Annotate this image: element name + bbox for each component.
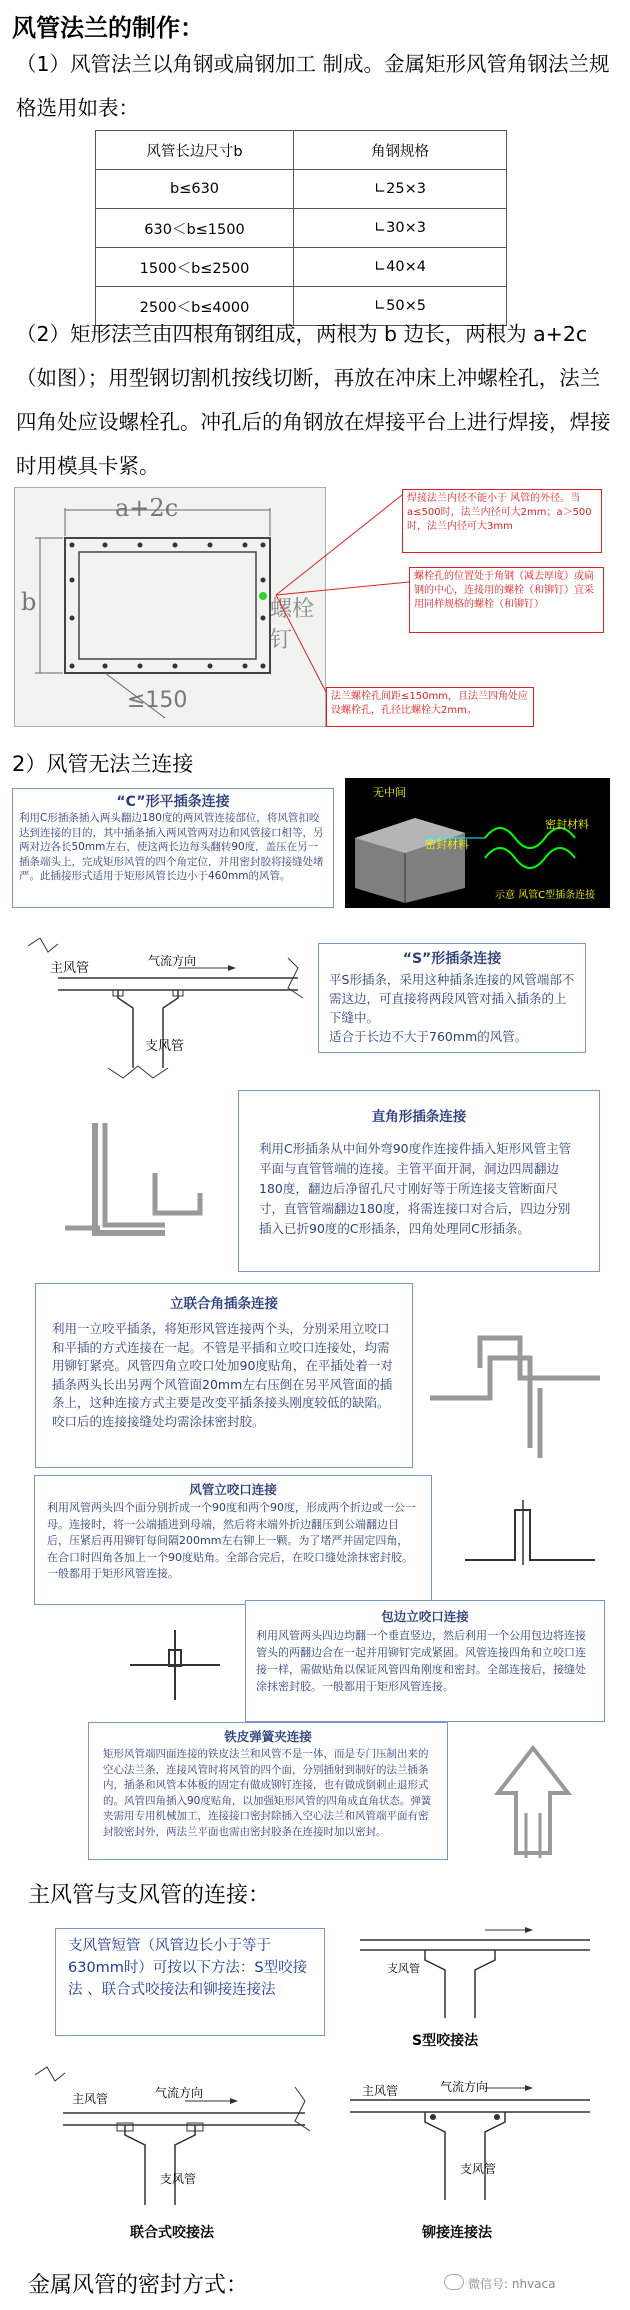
rivet-duct-label-main: 主风管 bbox=[362, 2084, 399, 2098]
vertical-corner-title: 立联合角插条连接 bbox=[170, 1296, 278, 1312]
table-cell: 2500＜b≤4000 bbox=[96, 287, 294, 326]
right-angle-plug-icon bbox=[25, 1113, 225, 1263]
c-plug-title: “C”形平插条连接 bbox=[116, 794, 230, 810]
caption-s-bite: S型咬接法 bbox=[412, 2033, 479, 2049]
table-cell: b≤630 bbox=[96, 170, 294, 209]
vertical-corner-connection-box bbox=[35, 1283, 413, 1468]
photo-label-3: 密封材料 bbox=[545, 818, 589, 831]
paragraph-flange-material: （1）风管法兰以角钢或扁钢加工 制成。金属矩形风管角钢法兰规格选用如表： bbox=[16, 52, 610, 120]
table-header-row bbox=[96, 131, 507, 170]
joint-duct-label-main: 主风管 bbox=[72, 2092, 109, 2106]
table-header-cell: 风管长边尺寸b bbox=[96, 131, 294, 170]
edge-bite-connection-box bbox=[245, 1600, 605, 1722]
caption-joint-bite: 联合式咬接法 bbox=[130, 2225, 214, 2241]
table-cell: ∟30×3 bbox=[294, 209, 507, 248]
paragraph-flange-fabrication: （2）矩形法兰由四根角钢组成，两根为 b 边长，两根为 a+2c（如图）；用型钢切割机按线切断，再放在冲床上冲螺栓孔，法兰四角处应设螺栓孔。冲孔后的角钢放在焊接平台上进行焊接，焊接时用模具卡紧。 bbox=[16, 322, 611, 478]
note-bolt-hole-position: 螺栓孔的位置处于角钢（减去厚度）或扁钢的中心，连接用的螺栓（和铆钉）宜采用同样规格的螺栓（和铆钉） bbox=[409, 567, 604, 633]
edge-bite-title: 包边立咬口连接 bbox=[381, 1609, 469, 1624]
table-header-cell: 角钢规格 bbox=[294, 131, 507, 170]
right-angle-title: 直角形插条连接 bbox=[371, 1109, 467, 1125]
s-plug-connection-box bbox=[318, 943, 586, 1053]
right-angle-body: 利用C形插条从中间外弯90度作连接件插入矩形风管主管平面与直管管端的连接。主管平面开洞，洞边四周翻边180度，翻边后净留孔尺寸刚好等于所连接支管断面尺寸，直管管端翻边180度，将需连接口对合后，四边分别插入已折90度的C形插条，四角处理同C形插条。 bbox=[259, 1141, 572, 1236]
edge-bite-body: 利用风管两头四边均翻一个垂直竖边，然后利用一个公用包边将连接管头的两翻边合在一起并用铆钉完成紧固。风管连接四角和立咬口连接一样，需做贴角以保证风管四角刚度和密封。全部连接后，接缝处涂抹密封胶。一般都用于矩形风管连接。 bbox=[256, 1629, 586, 1693]
standing-seam-title: 风管立咬口连接 bbox=[189, 1482, 277, 1497]
photo-caption: 示意 风管C型插条连接 bbox=[495, 890, 596, 901]
table-cell: ∟50×5 bbox=[294, 287, 507, 326]
s-duct-label-branch: 支风管 bbox=[145, 1039, 185, 1054]
branch-methods-text: 支风管短管（风管边长小于等于630mm时）可按以下方法：S型咬接法 、联合式咬接法和铆接连接法 bbox=[68, 1938, 308, 1998]
edge-bite-icon bbox=[120, 1610, 230, 1720]
s-bite-branch-label: 支风管 bbox=[387, 1962, 420, 1975]
table-row bbox=[96, 209, 507, 248]
spring-clip-title: 铁皮弹簧夹连接 bbox=[224, 1729, 312, 1744]
angle-steel-spec-table bbox=[95, 130, 507, 326]
s-plug-title: “S”形插条连接 bbox=[402, 951, 502, 967]
c-plug-connection-box bbox=[12, 788, 334, 908]
photo-label-2: 密封材料 bbox=[425, 838, 469, 851]
s-duct-label-flow: 气流方向 bbox=[148, 954, 197, 968]
s-plug-note: 适合于长边不大于760mm的风管。 bbox=[329, 1029, 528, 1044]
section-title-flangeless: 2）风管无法兰连接 bbox=[12, 752, 194, 776]
standing-seam-connection-box bbox=[34, 1475, 432, 1605]
wechat-icon bbox=[444, 2274, 464, 2290]
label-b: b bbox=[21, 588, 37, 616]
wechat-watermark: 微信号: nhvaca bbox=[468, 2277, 556, 2291]
table-cell: 1500＜b≤2500 bbox=[96, 248, 294, 287]
section-title-sealing: 金属风管的密封方式： bbox=[28, 2273, 249, 2298]
section-title-flange: 风管法兰的制作： bbox=[12, 14, 204, 42]
label-spacing-150: ≤150 bbox=[127, 688, 188, 713]
spring-clip-icon bbox=[458, 1723, 608, 1863]
caption-rivet: 铆接连接法 bbox=[422, 2225, 492, 2241]
standing-seam-body: 利用风管两头四个面分别折成一个90度和两个90度，形成两个折边或一公一母。连接时，将一公端插进到母端，然后将末端外折边翻压到公端翻边目后，压紧后再用铆钉每间隔200mm左右铆上一颗。为了堵严并固定四角，在合口时四角各加上一个90度贴角。全部合完后，在咬口缝处涂抹密封胶。一般都用于矩形风管连接。 bbox=[47, 1501, 416, 1580]
table-cell: ∟25×3 bbox=[294, 170, 507, 209]
joint-duct-label-flow: 气流方向 bbox=[155, 2086, 204, 2100]
note-flange-inner-diameter: 焊接法兰内径不能小于 风管的外径。当a≤500时，法兰内径可大2mm；a＞500时，法兰内径可大3mm bbox=[402, 489, 602, 553]
spring-clip-connection-box bbox=[88, 1722, 448, 1860]
c-plug-body: 利用C形插条插入两头翻边180度的两风管连接部位，将风管扣咬达到连接的目的，其中插条插入两风管两对边和风管接口相等，另两对边各长50mm左右，使这两长边每头翻转90度，盖压在另一插条端头上，完成矩形风管的四个角定位，并用密封胶将接缝处堵严。此插接形式适用于矩形风管长边小于460mm的风管。 bbox=[19, 812, 324, 882]
s-plug-body: 平S形插条，采用这种插条连接的风管端部不需这边，可直接将两段风管对插入插条的上下缝中。 bbox=[329, 972, 575, 1025]
c-plug-photo bbox=[345, 778, 610, 908]
s-duct-label-main: 主风管 bbox=[50, 961, 90, 976]
table-row bbox=[96, 170, 507, 209]
table-cell: 630＜b≤1500 bbox=[96, 209, 294, 248]
spring-clip-body: 矩形风管端四面连接的铁皮法兰和风管不是一体，而是专门压制出来的空心法兰条，连接风管时将风管的四个面，分别插射到制好的法兰插条内，插条和风管本体板的固定有做成铆钉连接，也有做成倒刺止退形式的。风管四角插入90度贴角，以加强矩形风管的四角成直角状态。弹簧夹需用专用机械加工，连接接口密封除插入空心法兰和风管端平面有密封胶密封外，两法兰平面也需由密封胶条在连接时加以密封。 bbox=[103, 1748, 432, 1838]
photo-label-1: 无中间 bbox=[373, 786, 406, 799]
vertical-corner-body: 利用一立咬平插条，将矩形风管连接两个头，分别采用立咬口和平插的方式连接在一起。不管是平插和立咬口连接处，均需用铆钉紧亮。风管四角立咬口处加90度贴角，在平插处着一对插条两头长出另两个风管面20mm左右压倒在另平风管面的插条上，这种连接方式主要是改变平插条接头刚度较低的缺陷。咬口后的连接接缝处均需涂抹密封胶。 bbox=[52, 1321, 393, 1429]
table-cell: ∟40×4 bbox=[294, 248, 507, 287]
rivet-duct-label-branch: 支风管 bbox=[460, 2162, 497, 2176]
flange-figure bbox=[14, 487, 604, 737]
label-a2c: a+2c bbox=[115, 494, 179, 522]
section-title-main-branch: 主风管与支风管的连接： bbox=[28, 1883, 271, 1908]
joint-duct-label-branch: 支风管 bbox=[160, 2172, 197, 2186]
label-bolt: 螺栓钉 bbox=[270, 597, 315, 653]
table-row bbox=[96, 248, 507, 287]
rivet-duct-label-flow: 气流方向 bbox=[440, 2080, 489, 2094]
branch-methods-box bbox=[55, 1928, 325, 2036]
note-bolt-hole-spacing: 法兰螺栓孔间距≤150mm，且法兰四角处应设螺栓孔，孔径比螺栓大2mm。 bbox=[326, 687, 534, 727]
right-angle-connection-box bbox=[238, 1090, 600, 1272]
vertical-corner-icon bbox=[420, 1318, 610, 1468]
standing-seam-icon bbox=[455, 1490, 605, 1600]
